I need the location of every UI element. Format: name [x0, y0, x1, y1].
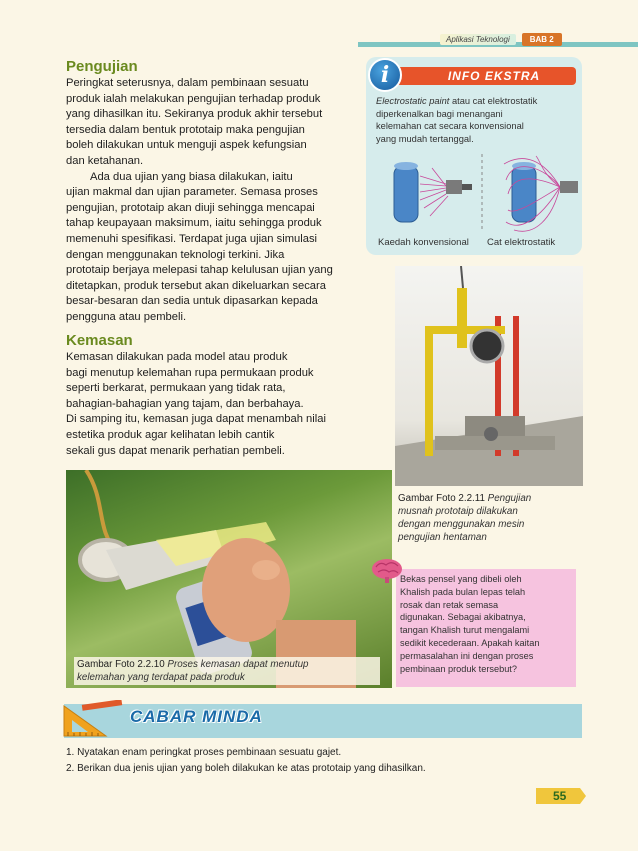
caption-line: dengan menggunakan mesin [398, 519, 525, 530]
info-line: diperkenalkan bagi menangani [376, 108, 503, 119]
info-caption-conventional: Kaedah konvensional [378, 237, 469, 248]
caption-photo-2-2-10 [74, 657, 380, 685]
info-lead-italic: Electrostatic paint [376, 96, 450, 106]
caption-label: Gambar Foto 2.2.11 [398, 493, 485, 504]
cylinder-left [394, 166, 418, 222]
heading-pengujian: Pengujian [66, 58, 138, 75]
text-line: ditetapkan, produk tersebut akan dikeluarkan secara [66, 279, 326, 292]
spray-gun-left [446, 180, 462, 194]
text-line: tahap keupayaan maksimum, iaitu sehingga produk [66, 217, 322, 230]
caption-line: kelemahan yang terdapat pada produk [77, 672, 245, 683]
think-note-text [400, 573, 572, 675]
caption-label: Gambar Foto 2.2.10 [77, 659, 165, 670]
caption-line: musnah prototaip dilakukan [398, 506, 518, 517]
text-line: memenuhi spesifikasi. Terdapat juga ujian simulasi [66, 232, 318, 245]
text-line: Di samping itu, kemasan juga dapat menambah nilai [66, 413, 326, 426]
text-line: pengguna atau pembeli. [66, 310, 187, 323]
text-line: estetika produk agar kelihatan lebih cantik [66, 428, 275, 441]
note-line: permasalahan ini dengan proses [400, 650, 534, 661]
note-line: Bekas pensel yang dibeli oleh [400, 574, 522, 584]
note-line: Khalish pada bulan lepas telah [400, 586, 526, 597]
text-line: bagi menutup kelemahan rupa permukaan produk [66, 366, 314, 379]
note-line: rosak dan retak semasa [400, 599, 499, 610]
caption-line: pengujian hentaman [398, 532, 487, 543]
info-i-icon: i [368, 58, 402, 92]
text-line: pengujian, prototaip akan diuji sehingga mencapai [66, 201, 315, 214]
info-ekstra-text [376, 95, 576, 145]
note-line: pembinaan produk tersebut? [400, 663, 517, 674]
text-line: Ada dua ujian yang biasa dilakukan, iaitu [90, 170, 293, 183]
text-line: tersedia dalam bentuk prototaip maka pengujian [66, 123, 305, 136]
spray-gun-right [560, 181, 578, 193]
page-header [440, 32, 562, 46]
question-2: 2. Berikan dua jenis ujian yang boleh dilakukan ke atas prototaip yang dihasilkan. [66, 763, 426, 774]
brain-icon [370, 557, 404, 583]
cylinder-right [512, 166, 536, 222]
note-line: digunakan. Sebagai akibatnya, [400, 612, 526, 623]
caption-line: Pengujian [484, 493, 532, 504]
electrostatic-diagram [384, 150, 580, 234]
text-line: dengan menggunakan teknologi terkini. Jika [66, 248, 285, 261]
info-caption-electrostatic: Cat elektrostatik [487, 237, 556, 248]
spray-gun-left-tip [462, 184, 472, 190]
impact-machine-illustration [395, 266, 583, 486]
text-line: yang dihasilkan itu. Sekiranya produk akhir tersebut [66, 108, 323, 121]
photo-impact-test [395, 266, 583, 486]
kemasan-body [66, 350, 376, 459]
info-ekstra-title: INFO EKSTRA [447, 69, 541, 83]
text-line: dan ketahanan. [66, 154, 144, 167]
spray-painting-illustration [66, 470, 392, 688]
question-1: 1. Nyatakan enam peringkat proses pembinaan sesuatu gajet. [66, 747, 342, 758]
heading-kemasan: Kemasan [66, 332, 133, 349]
pengujian-body [66, 76, 366, 326]
cylinder-left-top [394, 162, 418, 170]
text-line: bahagian-bahagian yang tajam, dan berbahaya. [66, 397, 304, 410]
text-line: Peringkat seterusnya, dalam pembinaan sesuatu [66, 77, 309, 89]
note-line: tangan Khalish turut mengalami [400, 625, 530, 636]
page-number [541, 787, 581, 805]
caption-line: Proses kemasan dapat menutup [164, 659, 309, 670]
text-line: sekali gus dapat menarik perhatian pembeli. [66, 444, 285, 457]
caption-photo-2-2-11 [398, 492, 578, 544]
text-line: produk ialah melakukan pengujian terhadap produk [66, 92, 321, 105]
info-ekstra-tab [392, 67, 576, 85]
note-line: sedikit kecederaan. Apakah kaitan [400, 637, 540, 648]
photo-spray-painting [66, 470, 392, 688]
text-line: Kemasan dilakukan pada model atau produk [66, 351, 288, 363]
text-line: seperti berkarat, permukaan yang tidak rata, [66, 382, 286, 395]
text-line: ujian makmal dan ujian parameter. Semasa proses [66, 186, 318, 199]
chapter-badge: BAB 2 [522, 33, 562, 46]
info-line: yang mudah tertanggal. [376, 133, 474, 144]
spray-lines-left [420, 168, 448, 216]
info-line: atau cat elektrostatik [449, 96, 538, 106]
page-number-text: 55 [553, 789, 567, 803]
text-line: boleh dilakukan untuk menguji aspek kefungsian [66, 139, 307, 152]
cabar-minda-title: CABAR MINDA [130, 707, 263, 726]
header-app-label: Aplikasi Teknologi [440, 34, 516, 45]
text-line: besar-besaran dan sedia untuk dipasarkan kepada [66, 295, 318, 308]
text-line: prototaip berjaya melepasi tahap kelulusan ujian yang [66, 264, 333, 277]
ruler-triangle-icon [62, 700, 126, 738]
info-line: kelemahan cat secara konvensional [376, 121, 524, 132]
